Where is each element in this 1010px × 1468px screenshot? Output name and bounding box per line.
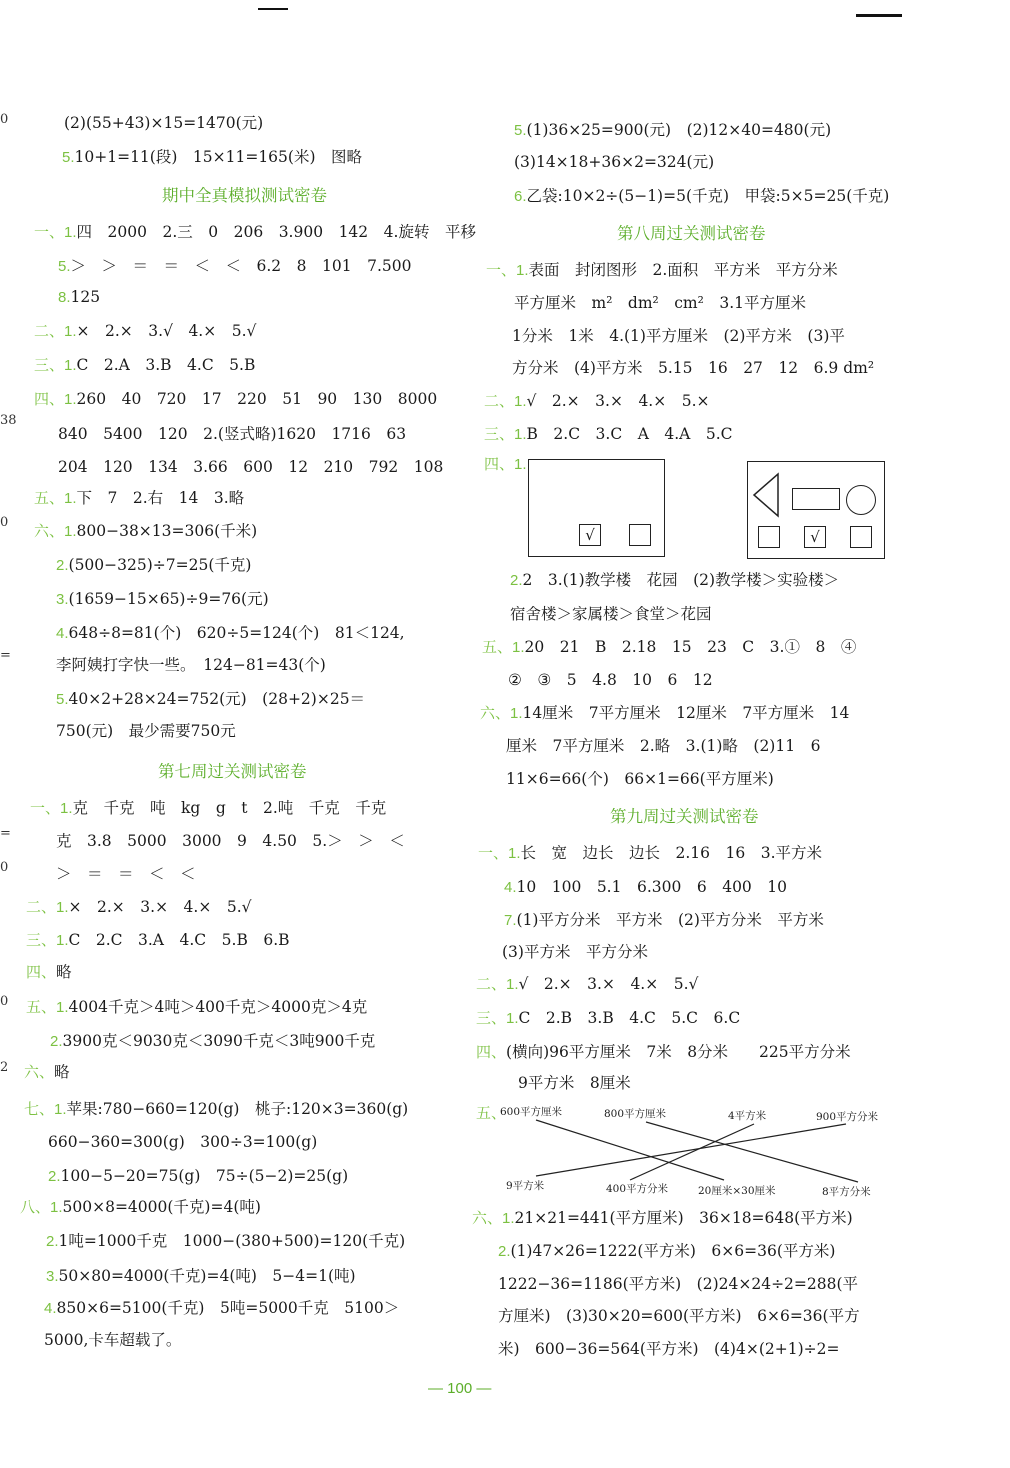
answer-box [629, 524, 651, 546]
section-title-midterm: 期中全真模拟测试密卷 [162, 186, 327, 205]
answer-line: 三、1.B 2.C 3.C A 4.A 5.C [484, 425, 733, 443]
figure-panel-left [528, 459, 665, 557]
answer-line: 5.＞ ＞ ＝ ＝ ＜ ＜ 6.2 8 101 7.500 [58, 257, 412, 275]
page-number: — 100 — [428, 1380, 492, 1397]
answer-line: 840 5400 120 2.(竖式略)1620 1716 63 [58, 425, 407, 443]
edge-fragment: 0 [0, 515, 9, 530]
answer-line: 2.(1)47×26=1222(平方米) 6×6=36(平方米) [498, 1242, 836, 1260]
scan-mark [856, 14, 902, 17]
edge-fragment: = [0, 826, 11, 841]
answer-line: 方厘米) (3)30×20=600(平方米) 6×6=36(平方 [498, 1307, 860, 1325]
answer-line: 204 120 134 3.66 600 12 210 792 108 [58, 458, 444, 476]
answer-line: 二、1.√ 2.× 3.× 4.× 5.× [484, 392, 710, 410]
answer-line: 3.(1659−15×65)÷9=76(元) [56, 590, 269, 608]
answer-line: 四、1.260 40 720 17 220 51 90 130 8000 [34, 390, 438, 408]
answer-line: 6.乙袋:10×2÷(5−1)=5(千克) 甲袋:5×5=25(千克) [514, 187, 890, 205]
answer-box: √ [579, 524, 601, 546]
answer-line: 5000,卡车超载了。 [44, 1331, 182, 1349]
edge-fragment: 38 [0, 413, 17, 428]
answer-line: 8.125 [58, 288, 101, 306]
answer-line: 1222−36=1186(平方米) (2)24×24÷2=288(平 [498, 1275, 859, 1293]
circle-shape [846, 485, 876, 515]
answer-line: 五、1.下 7 2.右 14 3.略 [34, 489, 245, 507]
answer-line: 三、1.C 2.C 3.A 4.C 5.B 6.B [26, 931, 290, 949]
answer-line: 五、1.20 21 B 2.18 15 23 C 3.① 8 ④ [482, 638, 857, 656]
answer-line: 三、1.C 2.B 3.B 4.C 5.C 6.C [476, 1009, 741, 1027]
answer-line: 一、1.长 宽 边长 边长 2.16 16 3.平方米 [478, 844, 823, 862]
answer-line: 一、1.表面 封闭图形 2.面积 平方米 平方分米 [486, 261, 838, 279]
answer-line: 宿舍楼＞家属楼＞食堂＞花园 [510, 605, 712, 623]
match-bottom-3: 20厘米×30厘米 [698, 1185, 776, 1197]
match-bottom-1: 9平方米 [506, 1180, 545, 1192]
match-bottom-4: 8平方分米 [822, 1186, 871, 1198]
answer-line: 三、1.C 2.A 3.B 4.C 5.B [34, 356, 256, 374]
answer-line: 四、(横向)96平方厘米 7米 8分米 225平方分米 [476, 1043, 851, 1061]
answer-line: 5.40×2+28×24=752(元) (28+2)×25＝ [56, 690, 366, 708]
answer-line: 六、略 [24, 1063, 70, 1081]
answer-line: 五、 [476, 1105, 507, 1122]
answer-line: 3.50×80=4000(千克)=4(吨) 5−4=1(吨) [46, 1267, 356, 1285]
answer-box: √ [804, 526, 826, 548]
match-top-1: 600平方厘米 [500, 1106, 563, 1118]
answer-box [758, 526, 780, 548]
answer-line: 4.648÷8=81(个) 620÷5=124(个) 81＜124, [56, 624, 405, 642]
answer-line: 4.850×6=5100(千克) 5吨=5000千克 5100＞ [44, 1299, 400, 1317]
rectangle-shape [792, 488, 840, 510]
answer-line: 一、1.克 千克 吨 kg g t 2.吨 千克 千克 [30, 799, 387, 817]
answer-line: (3)14×18+36×2=324(元) [514, 153, 715, 171]
answer-line: 5.10+1=11(段) 15×11=165(米) 图略 [62, 148, 362, 166]
answer-line: 2.2 3.(1)教学楼 花园 (2)教学楼＞实验楼＞ [510, 571, 840, 589]
answer-line: ＞ ＝ ＝ ＜ ＜ [56, 865, 196, 883]
match-bottom-2: 400平方分米 [606, 1183, 669, 1195]
answer-line: 五、1.4004千克＞4吨＞400千克＞4000克＞4克 [26, 998, 368, 1016]
answer-line: 2.100−5−20=75(g) 75÷(5−2)=25(g) [48, 1167, 349, 1185]
answer-line: 六、1.21×21=441(平方厘米) 36×18=648(平方米) [472, 1209, 853, 1227]
answer-line: 四、略 [26, 963, 72, 981]
answer-line: 八、1.500×8=4000(千克)=4(吨) [20, 1198, 261, 1216]
answer-line: 7.(1)平方分米 平方米 (2)平方分米 平方米 [504, 911, 824, 929]
answer-line: 平方厘米 m² dm² cm² 3.1平方厘米 [514, 294, 806, 312]
answer-line: 9平方米 8厘米 [518, 1074, 631, 1092]
answer-box [850, 526, 872, 548]
answer-line: 4.10 100 5.1 6.300 6 400 10 [504, 878, 788, 896]
answer-line: 七、1.苹果:780−660=120(g) 桃子:120×3=360(g) [24, 1100, 409, 1118]
answer-line: 厘米 7平方厘米 2.略 3.(1)略 (2)11 6 [506, 737, 821, 755]
answer-line: 二、1.× 2.× 3.× 4.× 5.√ [26, 898, 252, 916]
figure-panel-right [747, 461, 885, 559]
section-title-week9: 第九周过关测试密卷 [610, 807, 759, 826]
answer-line: 二、1.× 2.× 3.√ 4.× 5.√ [34, 322, 257, 340]
edge-fragment: 0 [0, 994, 9, 1009]
answer-line: 二、1.√ 2.× 3.× 4.× 5.√ [476, 975, 699, 993]
answer-line: (2)(55+43)×15=1470(元) [64, 114, 264, 132]
triangle-shape [752, 472, 782, 518]
answer-line: 米) 600−36=564(平方米) (4)4×(2+1)÷2= [498, 1340, 840, 1358]
match-top-4: 900平方分米 [816, 1111, 879, 1123]
answer-line: 2.1吨=1000千克 1000−(380+500)=120(千克) [46, 1232, 406, 1250]
answer-line: 2.3900克＜9030克＜3090千克＜3吨900千克 [50, 1032, 376, 1050]
edge-fragment: 0 [0, 112, 9, 127]
answer-line: 11×6=66(个) 66×1=66(平方厘米) [506, 770, 774, 788]
answer-line: 5.(1)36×25=900(元) (2)12×40=480(元) [514, 121, 832, 139]
matching-diagram [496, 1104, 896, 1198]
answer-line: 六、1.800−38×13=306(千米) [34, 522, 258, 540]
answer-line: ② ③ 5 4.8 10 6 12 [508, 671, 713, 689]
answer-line: 750(元) 最少需要750元 [56, 722, 236, 740]
edge-fragment: = [0, 648, 11, 663]
scan-mark [258, 8, 288, 10]
answer-line: 六、1.14厘米 7平方厘米 12厘米 7平方厘米 14 [480, 704, 850, 722]
match-top-2: 800平方厘米 [604, 1108, 667, 1120]
answer-line: 克 3.8 5000 3000 9 4.50 5.＞ ＞ ＜ [56, 832, 405, 850]
answer-line: 1分米 1米 4.(1)平方厘米 (2)平方米 (3)平 [512, 327, 845, 345]
edge-fragment: 0 [0, 860, 9, 875]
section-title-week7: 第七周过关测试密卷 [158, 762, 307, 781]
answer-line: 方分米 (4)平方米 5.15 16 27 12 6.9 dm² [512, 359, 875, 377]
answer-line: 2.(500−325)÷7=25(千克) [56, 556, 252, 574]
edge-fragment: 2 [0, 1060, 9, 1075]
match-top-3: 4平方米 [728, 1110, 767, 1122]
answer-line: 一、1.四 2000 2.三 0 206 3.900 142 4.旋转 平移 [34, 223, 476, 241]
answer-line: (3)平方米 平方分米 [502, 943, 648, 961]
section-title-week8: 第八周过关测试密卷 [617, 224, 766, 243]
answer-line: 李阿姨打字快一些。 124−81=43(个) [56, 656, 326, 674]
answer-line: 四、1. [484, 456, 527, 473]
answer-line: 660−360=300(g) 300÷3=100(g) [48, 1133, 318, 1151]
